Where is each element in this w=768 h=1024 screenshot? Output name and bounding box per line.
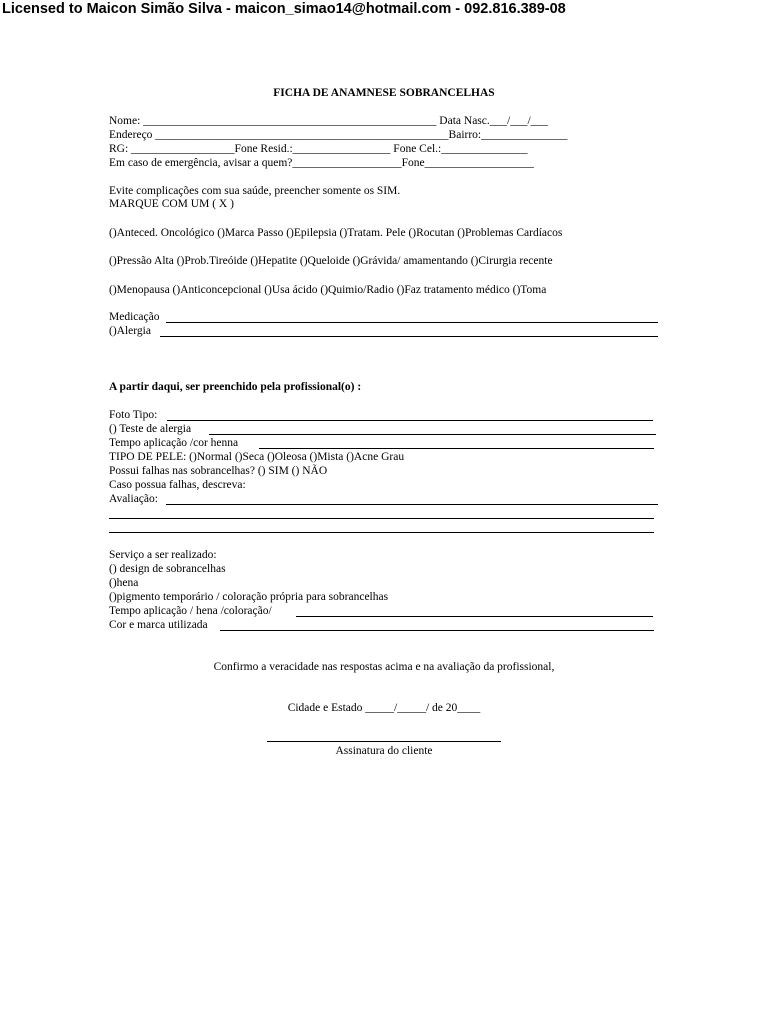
conditions-row-2[interactable]: ()Pressão Alta ()Prob.Tireóide ()Hepatite ()Queloide ()Grávida/ amamentando ()Cirurgia recente [109,255,553,267]
application-time-input-line[interactable] [296,616,653,617]
photo-type-label: Foto Tipo: [109,409,158,421]
warning-text: Evite complicações com sua saúde, preencher somente os SIM. [109,185,401,197]
professional-heading: A partir daqui, ser preenchido pela profissional(o) : [109,381,362,393]
mark-instruction: MARQUE COM UM ( X ) [109,198,234,210]
confirmation-text: Confirmo a veracidade nas respostas acima e na avaliação da profissional, [213,661,555,673]
service-pigment-option[interactable]: ()pigmento temporário / coloração própria para sobrancelhas [109,591,389,603]
evaluation-label: Avaliação: [109,493,158,505]
emergency-field-line[interactable]: Em caso de emergência, avisar a quem?___________________Fone___________________ [109,157,534,169]
skin-type-options[interactable]: TIPO DE PELE: ()Normal ()Seca ()Oleosa ()Mista ()Acne Grau [109,451,405,463]
conditions-row-3[interactable]: ()Menopausa ()Anticoncepcional ()Usa ácido ()Quimio/Radio ()Faz tratamento médico ()Toma [109,284,547,296]
signature-label: Assinatura do cliente [335,745,433,757]
henna-time-input-line[interactable] [259,448,654,449]
photo-type-input-line[interactable] [167,420,653,421]
allergy-label[interactable]: ()Alergia [109,325,151,337]
license-header: Licensed to Maicon Simão Silva - maicon_simao14@hotmail.com - 092.816.389-08 [2,1,566,17]
henna-time-label: Tempo aplicação /cor henna [109,437,239,449]
signature-line[interactable] [267,741,501,742]
phone-field-line[interactable]: RG: __________________Fone Resid.:_________________ Fone Cel.:_______________ [109,143,528,155]
service-hena-option[interactable]: ()hena [109,577,139,589]
evaluation-input-line-2[interactable] [109,518,654,519]
address-field-line[interactable]: Endereço ___________________________________________________Bairro:_______________ [109,129,568,141]
conditions-row-1[interactable]: ()Anteced. Oncológico ()Marca Passo ()Epilepsia ()Tratam. Pele ()Rocutan ()Problemas Cardíacos [109,227,563,239]
allergy-test-input-line[interactable] [209,434,656,435]
color-brand-label: Cor e marca utilizada [109,619,208,631]
color-brand-input-line[interactable] [220,630,654,631]
gaps-question[interactable]: Possui falhas nas sobrancelhas? () SIM () NÃO [109,465,328,477]
service-heading: Serviço a ser realizado: [109,549,217,561]
city-date-line[interactable]: Cidade e Estado _____/_____/ de 20____ [287,702,481,714]
allergy-input-line[interactable] [160,336,658,337]
gaps-describe-label: Caso possua falhas, descreva: [109,479,246,491]
medication-label: Medicação [109,311,160,323]
evaluation-input-line[interactable] [166,504,658,505]
medication-input-line[interactable] [166,322,658,323]
form-title: FICHA DE ANAMNESE SOBRANCELHAS [273,87,495,99]
service-design-option[interactable]: () design de sobrancelhas [109,563,226,575]
name-field-line[interactable]: Nome: ___________________________________________________ Data Nasc.___/___/___ [109,115,548,127]
application-time-label: Tempo aplicação / hena /coloração/ [109,605,272,617]
allergy-test-label[interactable]: () Teste de alergia [109,423,192,435]
evaluation-input-line-3[interactable] [109,532,654,533]
